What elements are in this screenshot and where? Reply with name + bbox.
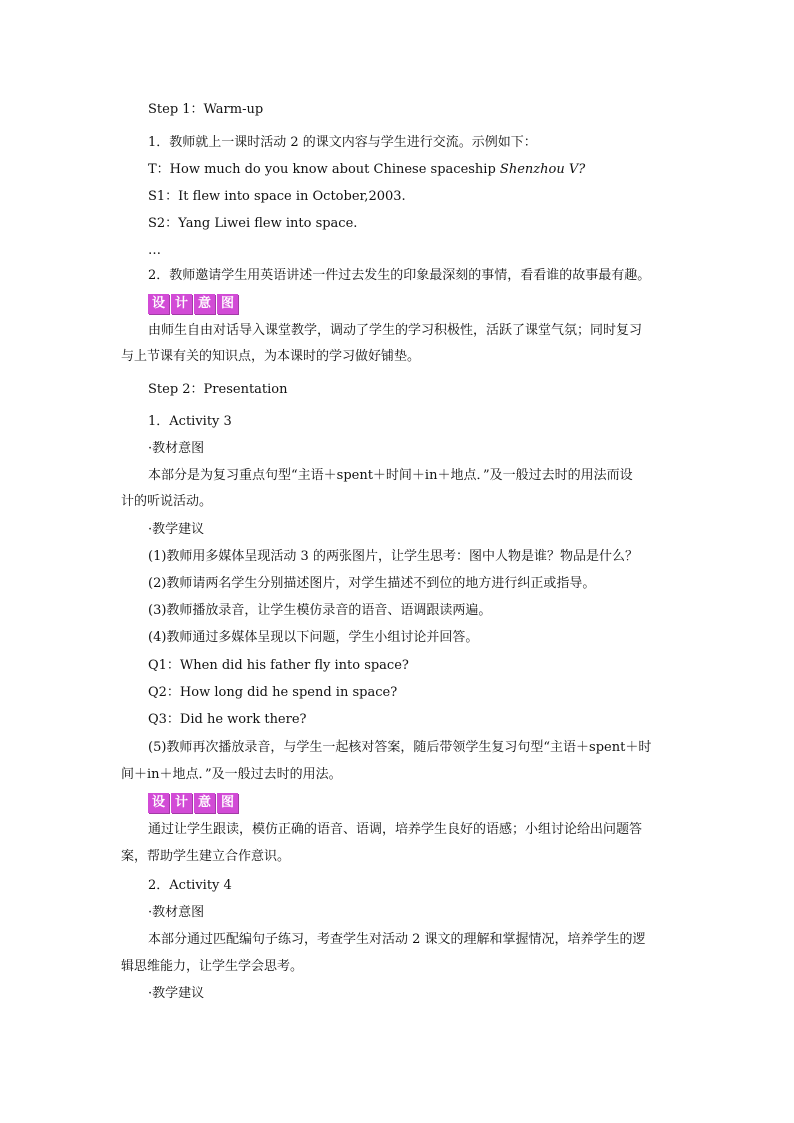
suggestion-2: (2)教师请两名学生分别描述图片，对学生描述不到位的地方进行纠正或指导。 — [148, 576, 596, 591]
suggestion-1: (1)教师用多媒体呈现活动 3 的两张图片，让学生思考：图中人物是谁？物品是什么？ — [148, 549, 638, 564]
suggestion-5-line1: (5)教师再次播放录音，与学生一起核对答案，随后带领学生复习句型“主语＋spent＋时 — [148, 740, 652, 755]
activity3-material-line2: 计的听说活动。 — [121, 494, 213, 509]
step1-item1: 1．教师就上一课时活动 2 的课文内容与学生进行交流。示例如下： — [148, 135, 537, 150]
badge-char: 设 — [148, 294, 169, 314]
badge-char: 图 — [217, 294, 238, 314]
spaceship-name: Shenzhou V? — [499, 162, 586, 177]
design-intent-badge — [148, 294, 238, 314]
teacher-question — [148, 161, 585, 179]
badge-char: 设 — [148, 793, 169, 813]
activity3-material-line1: 本部分是为复习重点句型“主语＋spent＋时间＋in＋地点．”及一般过去时的用法而设 — [148, 468, 633, 483]
question-2: Q2：How long did he spend in space? — [148, 685, 398, 700]
badge-char: 意 — [194, 793, 215, 813]
step1-item2: 2．教师邀请学生用英语讲述一件过去发生的印象最深刻的事情，看看谁的故事最有趣。 — [148, 268, 651, 283]
intent1-line2: 与上节课有关的知识点，为本课时的学习做好铺垫。 — [121, 349, 421, 364]
activity4-material-line2: 辑思维能力，让学生学会思考。 — [121, 959, 304, 974]
ellipsis: … — [148, 243, 161, 258]
question-3: Q3：Did he work there? — [148, 712, 307, 727]
activity4-material-label: ·教材意图 — [148, 905, 205, 920]
badge-char: 图 — [217, 793, 238, 813]
step2-heading: Step 2：Presentation — [148, 382, 288, 397]
intent1-line1: 由师生自由对话导入课堂教学，调动了学生的学习积极性，活跃了课堂气氛；同时复习 — [148, 323, 643, 338]
activity4-title: 2．Activity 4 — [148, 878, 232, 893]
activity4-suggest-label: ·教学建议 — [148, 986, 205, 1001]
activity3-material-label: ·教材意图 — [148, 441, 205, 456]
activity4-material-line1: 本部分通过匹配编句子练习，考查学生对活动 2 课文的理解和掌握情况，培养学生的逻 — [148, 932, 646, 947]
badge-char: 计 — [171, 793, 192, 813]
design-intent-badge — [148, 793, 238, 813]
intent2-line1: 通过让学生跟读，模仿正确的语音、语调，培养学生良好的语感；小组讨论给出问题答 — [148, 822, 643, 837]
badge-char: 意 — [194, 294, 215, 314]
question-1: Q1：When did his father fly into space? — [148, 658, 409, 673]
intent2-line2: 案，帮助学生建立合作意识。 — [121, 849, 291, 864]
activity3-title: 1．Activity 3 — [148, 414, 232, 429]
suggestion-3: (3)教师播放录音，让学生模仿录音的语音、语调跟读两遍。 — [148, 603, 492, 618]
suggestion-5-line2: 间＋in＋地点．”及一般过去时的用法。 — [121, 767, 342, 782]
step1-heading: Step 1：Warm-up — [148, 102, 264, 117]
suggestion-4: (4)教师通过多媒体呈现以下问题，学生小组讨论并回答。 — [148, 630, 479, 645]
student1-answer: S1：It flew into space in October,2003. — [148, 189, 406, 204]
badge-char: 计 — [171, 294, 192, 314]
student2-answer: S2：Yang Liwei flew into space. — [148, 216, 358, 231]
activity3-suggest-label: ·教学建议 — [148, 522, 205, 537]
teacher-question-text: T：How much do you know about Chinese spaceship — [148, 162, 500, 177]
